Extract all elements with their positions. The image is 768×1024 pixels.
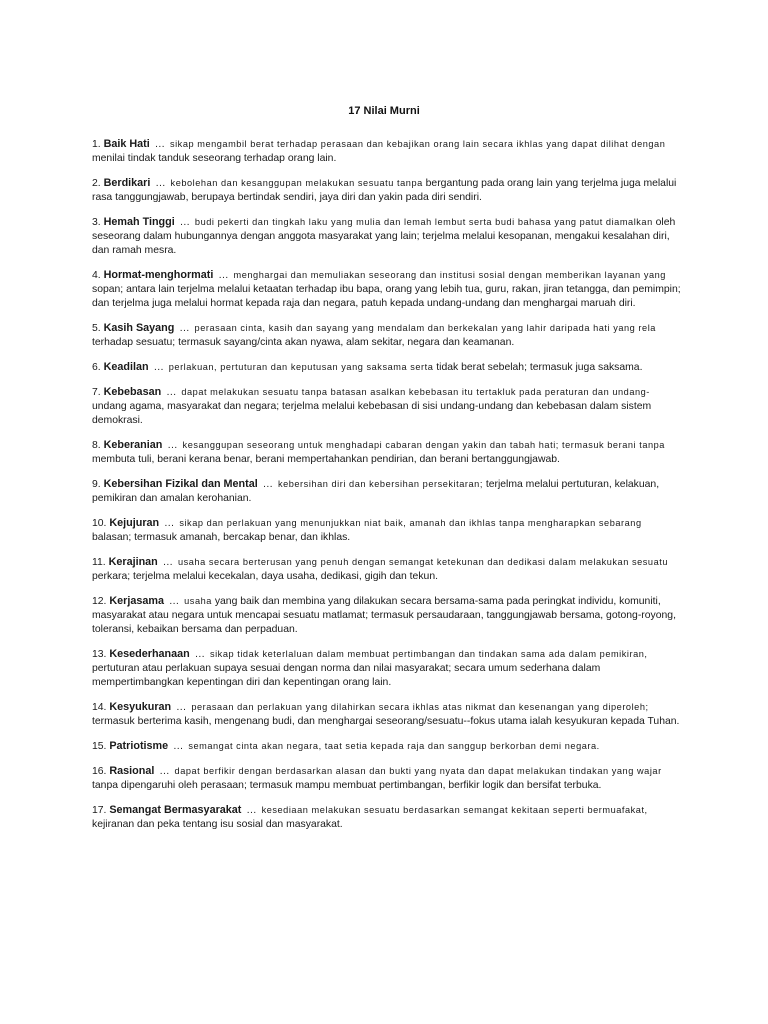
item-term: Hemah Tinggi bbox=[103, 216, 175, 228]
list-item bbox=[92, 764, 682, 793]
ellipsis-separator: … bbox=[167, 440, 178, 451]
item-definition-rest: sopan; antara lain terjelma melalui ketaatan terhadap ibu bapa, orang yang lebih tua, guru, rakan, jiran tetangga, dan pemimpin; dan terjelma juga melalui hormat kepada raja dan negara, patuh kepada undang-undang dan menghargai maruah diri. bbox=[92, 284, 681, 309]
item-definition-lead: usaha bbox=[184, 596, 212, 606]
item-definition-lead: dapat melakukan sesuatu tanpa batasan asalkan kebebasan itu tertakluk pada peraturan dan undang- bbox=[181, 387, 650, 397]
list-item bbox=[92, 594, 682, 637]
ellipsis-separator: … bbox=[179, 323, 190, 334]
ellipsis-separator: … bbox=[218, 270, 229, 281]
item-number: 2. bbox=[92, 178, 101, 189]
item-term: Kebersihan Fizikal dan Mental bbox=[103, 478, 258, 490]
item-term: Semangat Bermasyarakat bbox=[109, 804, 242, 816]
item-term: Kejujuran bbox=[109, 517, 160, 529]
item-definition-lead: menghargai dan memuliakan seseorang dan institusi sosial dengan memberikan layanan yang bbox=[233, 270, 666, 280]
list-item bbox=[92, 438, 682, 467]
ellipsis-separator: … bbox=[194, 649, 206, 660]
item-number: 3. bbox=[92, 217, 101, 228]
item-definition-lead: sikap mengambil berat terhadap perasaan dan kebajikan orang lain secara ikhlas yang dapat dilihat dengan bbox=[169, 139, 666, 149]
item-term: Kesyukuran bbox=[109, 701, 172, 713]
item-number: 4. bbox=[92, 270, 101, 281]
item-term: Rasional bbox=[109, 765, 155, 777]
ellipsis-separator: … bbox=[176, 702, 187, 713]
item-definition-rest: tanpa dipengaruhi oleh perasaan; termasuk mampu membuat pertimbangan, berfikir logik dan bersifat terbuka. bbox=[92, 780, 602, 791]
item-term: Kasih Sayang bbox=[103, 322, 175, 334]
ellipsis-separator: … bbox=[159, 766, 170, 777]
list-item bbox=[92, 137, 682, 166]
item-definition-lead: sikap tidak keterlaluan dalam membuat pertimbangan dan tindakan sama ada dalam pemikiran, bbox=[209, 649, 648, 659]
item-term: Berdikari bbox=[103, 177, 151, 189]
item-number: 8. bbox=[92, 440, 101, 451]
item-term: Hormat-menghormati bbox=[103, 269, 214, 281]
item-number: 6. bbox=[92, 362, 101, 373]
item-number: 9. bbox=[92, 479, 101, 490]
item-definition-rest: perkara; terjelma melalui kecekalan, daya usaha, dedikasi, gigih dan tekun. bbox=[92, 571, 438, 582]
ellipsis-separator: … bbox=[179, 217, 191, 228]
list-item bbox=[92, 321, 682, 350]
item-definition-lead: semangat cinta akan negara, taat setia kepada raja dan sanggup berkorban demi negara. bbox=[188, 741, 600, 751]
list-item bbox=[92, 647, 682, 690]
item-definition-rest: bergantung pada orang lain yang terjelma juga melalui rasa tanggungjawab, berupaya bertindak sendiri, jaya diri dan yakin pada diri sendiri. bbox=[92, 178, 677, 203]
item-definition-lead: usaha secara berterusan yang penuh dengan semangat ketekunan dan dedikasi dalam melakukan sesuatu bbox=[177, 557, 669, 567]
list-item bbox=[92, 803, 682, 832]
item-definition-lead: kebolehan dan kesanggupan melakukan sesuatu tanpa bbox=[170, 178, 423, 188]
ellipsis-separator: … bbox=[262, 479, 274, 490]
list-item bbox=[92, 385, 682, 428]
ellipsis-separator: … bbox=[154, 139, 166, 150]
ellipsis-separator: … bbox=[166, 387, 177, 398]
item-definition-rest: terjelma melalui pertuturan, kelakuan, pemikiran dan amalan kerohanian. bbox=[92, 479, 660, 504]
item-number: 16. bbox=[92, 766, 107, 777]
ellipsis-separator: … bbox=[168, 596, 180, 607]
list-item bbox=[92, 215, 682, 258]
item-definition-rest: membuta tuli, berani kerana benar, berani mempertahankan pendirian, dan berani bertanggungjawab. bbox=[92, 454, 560, 465]
item-definition-rest: yang baik dan membina yang dilakukan secara bersama-sama pada peringkat individu, komuniti, masyarakat atau negara untuk mencapai sesuatu matlamat; termasuk persaudaraan, tanggungjawab bersama, gotong-royong, toleransi, kebaikan bersama dan perpaduan. bbox=[92, 596, 676, 635]
ellipsis-separator: … bbox=[164, 518, 175, 529]
item-definition-rest: oleh seseorang dalam hubungannya dengan anggota masyarakat yang lain; terjelma melalui kesopanan, mengakui kesalahan diri, dan ramah mesra. bbox=[92, 217, 676, 256]
item-definition-lead: kesediaan melakukan sesuatu berdasarkan semangat kekitaan seperti bermuafakat, bbox=[261, 805, 648, 815]
item-definition-lead: dapat berfikir dengan berdasarkan alasan dan bukti yang nyata dan dapat melakukan tindakan yang wajar bbox=[174, 766, 662, 776]
item-number: 12. bbox=[92, 596, 107, 607]
item-number: 7. bbox=[92, 387, 101, 398]
list-item bbox=[92, 700, 682, 729]
item-term: Baik Hati bbox=[103, 138, 150, 150]
item-number: 17. bbox=[92, 805, 107, 816]
list-item bbox=[92, 176, 682, 205]
list-item bbox=[92, 360, 682, 375]
item-number: 15. bbox=[92, 741, 107, 752]
item-definition-lead: perasaan dan perlakuan yang dilahirkan secara ikhlas atas nikmat dan kesenangan yang diperoleh; bbox=[191, 702, 649, 712]
list-item bbox=[92, 268, 682, 311]
item-number: 10. bbox=[92, 518, 107, 529]
item-definition-rest: menilai tindak tanduk seseorang terhadap orang lain. bbox=[92, 153, 337, 164]
item-definition-rest: kejiranan dan peka tentang isu sosial dan masyarakat. bbox=[92, 819, 343, 830]
list-item bbox=[92, 516, 682, 545]
item-term: Keberanian bbox=[103, 439, 163, 451]
item-term: Kebebasan bbox=[103, 386, 162, 398]
item-number: 5. bbox=[92, 323, 101, 334]
item-number: 1. bbox=[92, 139, 101, 150]
item-definition-rest: pertuturan atau perlakuan supaya sesuai dengan norma dan nilai masyarakat; secara umum sederhana dalam mempertimbangkan kepentingan diri dan kepentingan orang lain. bbox=[92, 663, 601, 688]
item-number: 14. bbox=[92, 702, 107, 713]
list-item bbox=[92, 555, 682, 584]
item-term: Keadilan bbox=[103, 361, 149, 373]
ellipsis-separator: … bbox=[153, 362, 164, 373]
ellipsis-separator: … bbox=[162, 557, 174, 568]
item-term: Kesederhanaan bbox=[109, 648, 190, 660]
item-definition-rest: undang agama, masyarakat dan negara; terjelma melalui kebebasan di sisi undang-undang dan kebebasan dalam sistem demokrasi. bbox=[92, 401, 652, 426]
item-definition-rest: tidak berat sebelah; termasuk juga saksama. bbox=[436, 362, 643, 373]
values-list bbox=[92, 137, 682, 842]
item-definition-lead: perasaan cinta, kasih dan sayang yang mendalam dan berkekalan yang lahir daripada hati yang rela bbox=[194, 323, 656, 333]
item-definition-rest: terhadap sesuatu; termasuk sayang/cinta akan nyawa, alam sekitar, negara dan keamanan. bbox=[92, 337, 515, 348]
list-item bbox=[92, 477, 682, 506]
item-number: 13. bbox=[92, 649, 107, 660]
item-term: Kerajinan bbox=[108, 556, 158, 568]
ellipsis-separator: … bbox=[155, 178, 166, 189]
ellipsis-separator: … bbox=[173, 741, 184, 752]
list-item bbox=[92, 739, 682, 754]
item-term: Patriotisme bbox=[109, 740, 169, 752]
item-definition-lead: kebersihan diri dan kebersihan persekitaran; bbox=[277, 479, 483, 489]
item-definition-lead: budi pekerti dan tingkah laku yang mulia dan lemah lembut serta budi bahasa yang patut diamalkan bbox=[194, 217, 653, 227]
item-definition-rest: balasan; termasuk amanah, bercakap benar, dan ikhlas. bbox=[92, 532, 351, 543]
item-definition-lead: kesanggupan seseorang untuk menghadapi cabaran dengan yakin dan tabah hati; termasuk berani tanpa bbox=[182, 440, 665, 450]
item-definition-lead: sikap dan perlakuan yang menunjukkan niat baik, amanah dan ikhlas tanpa mengharapkan sebarang bbox=[179, 518, 642, 528]
item-term: Kerjasama bbox=[109, 595, 164, 607]
item-definition-rest: termasuk berterima kasih, mengenang budi, dan menghargai seseorang/sesuatu--fokus utama ialah kesyukuran kepada Tuhan. bbox=[92, 716, 680, 727]
document-title: 17 Nilai Murni bbox=[348, 105, 420, 117]
item-number: 11. bbox=[92, 557, 106, 568]
item-definition-lead: perlakuan, pertuturan dan keputusan yang saksama serta bbox=[168, 362, 434, 372]
ellipsis-separator: … bbox=[246, 805, 257, 816]
